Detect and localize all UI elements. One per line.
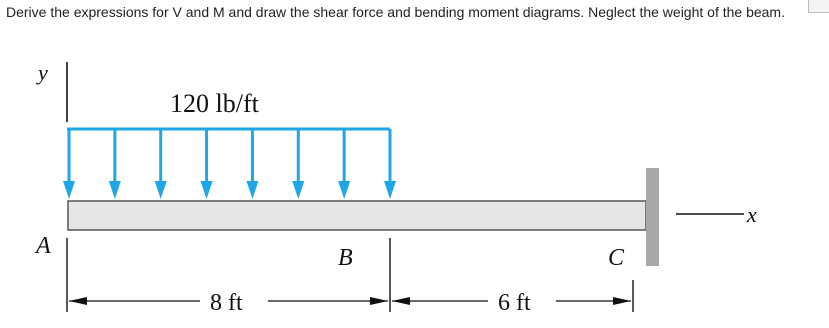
- point-c-label: C: [608, 245, 625, 271]
- load-arrow-head: [384, 181, 396, 199]
- load-arrow-head: [155, 181, 167, 199]
- load-arrow-head: [201, 181, 213, 199]
- dim-bc-arrow-left: [392, 297, 410, 305]
- dim-bc-arrow-right: [613, 297, 631, 305]
- load-arrow-head: [63, 181, 75, 199]
- y-axis-label: y: [38, 60, 48, 85]
- load-arrow-head: [292, 181, 304, 199]
- load-arrow-head: [246, 181, 258, 199]
- dim-ab-label: 8 ft: [210, 290, 243, 316]
- point-a-label: A: [36, 233, 51, 259]
- dim-ab-arrow-right: [370, 297, 388, 305]
- load-arrow-head: [338, 181, 350, 199]
- distributed-load-arrows: [63, 129, 396, 199]
- x-axis-label: x: [747, 202, 757, 227]
- load-label: 120 lb/ft: [170, 89, 259, 118]
- problem-statement: Derive the expressions for V and M and draw the shear force and bending moment diagrams. Neglect the weight of the beam.: [6, 4, 785, 20]
- beam: [68, 201, 646, 230]
- dim-ab-arrow-left: [69, 297, 87, 305]
- point-b-label: B: [338, 245, 353, 271]
- wall-support: [646, 168, 659, 266]
- load-arrow-head: [109, 181, 121, 199]
- dim-bc-label: 6 ft: [498, 290, 531, 316]
